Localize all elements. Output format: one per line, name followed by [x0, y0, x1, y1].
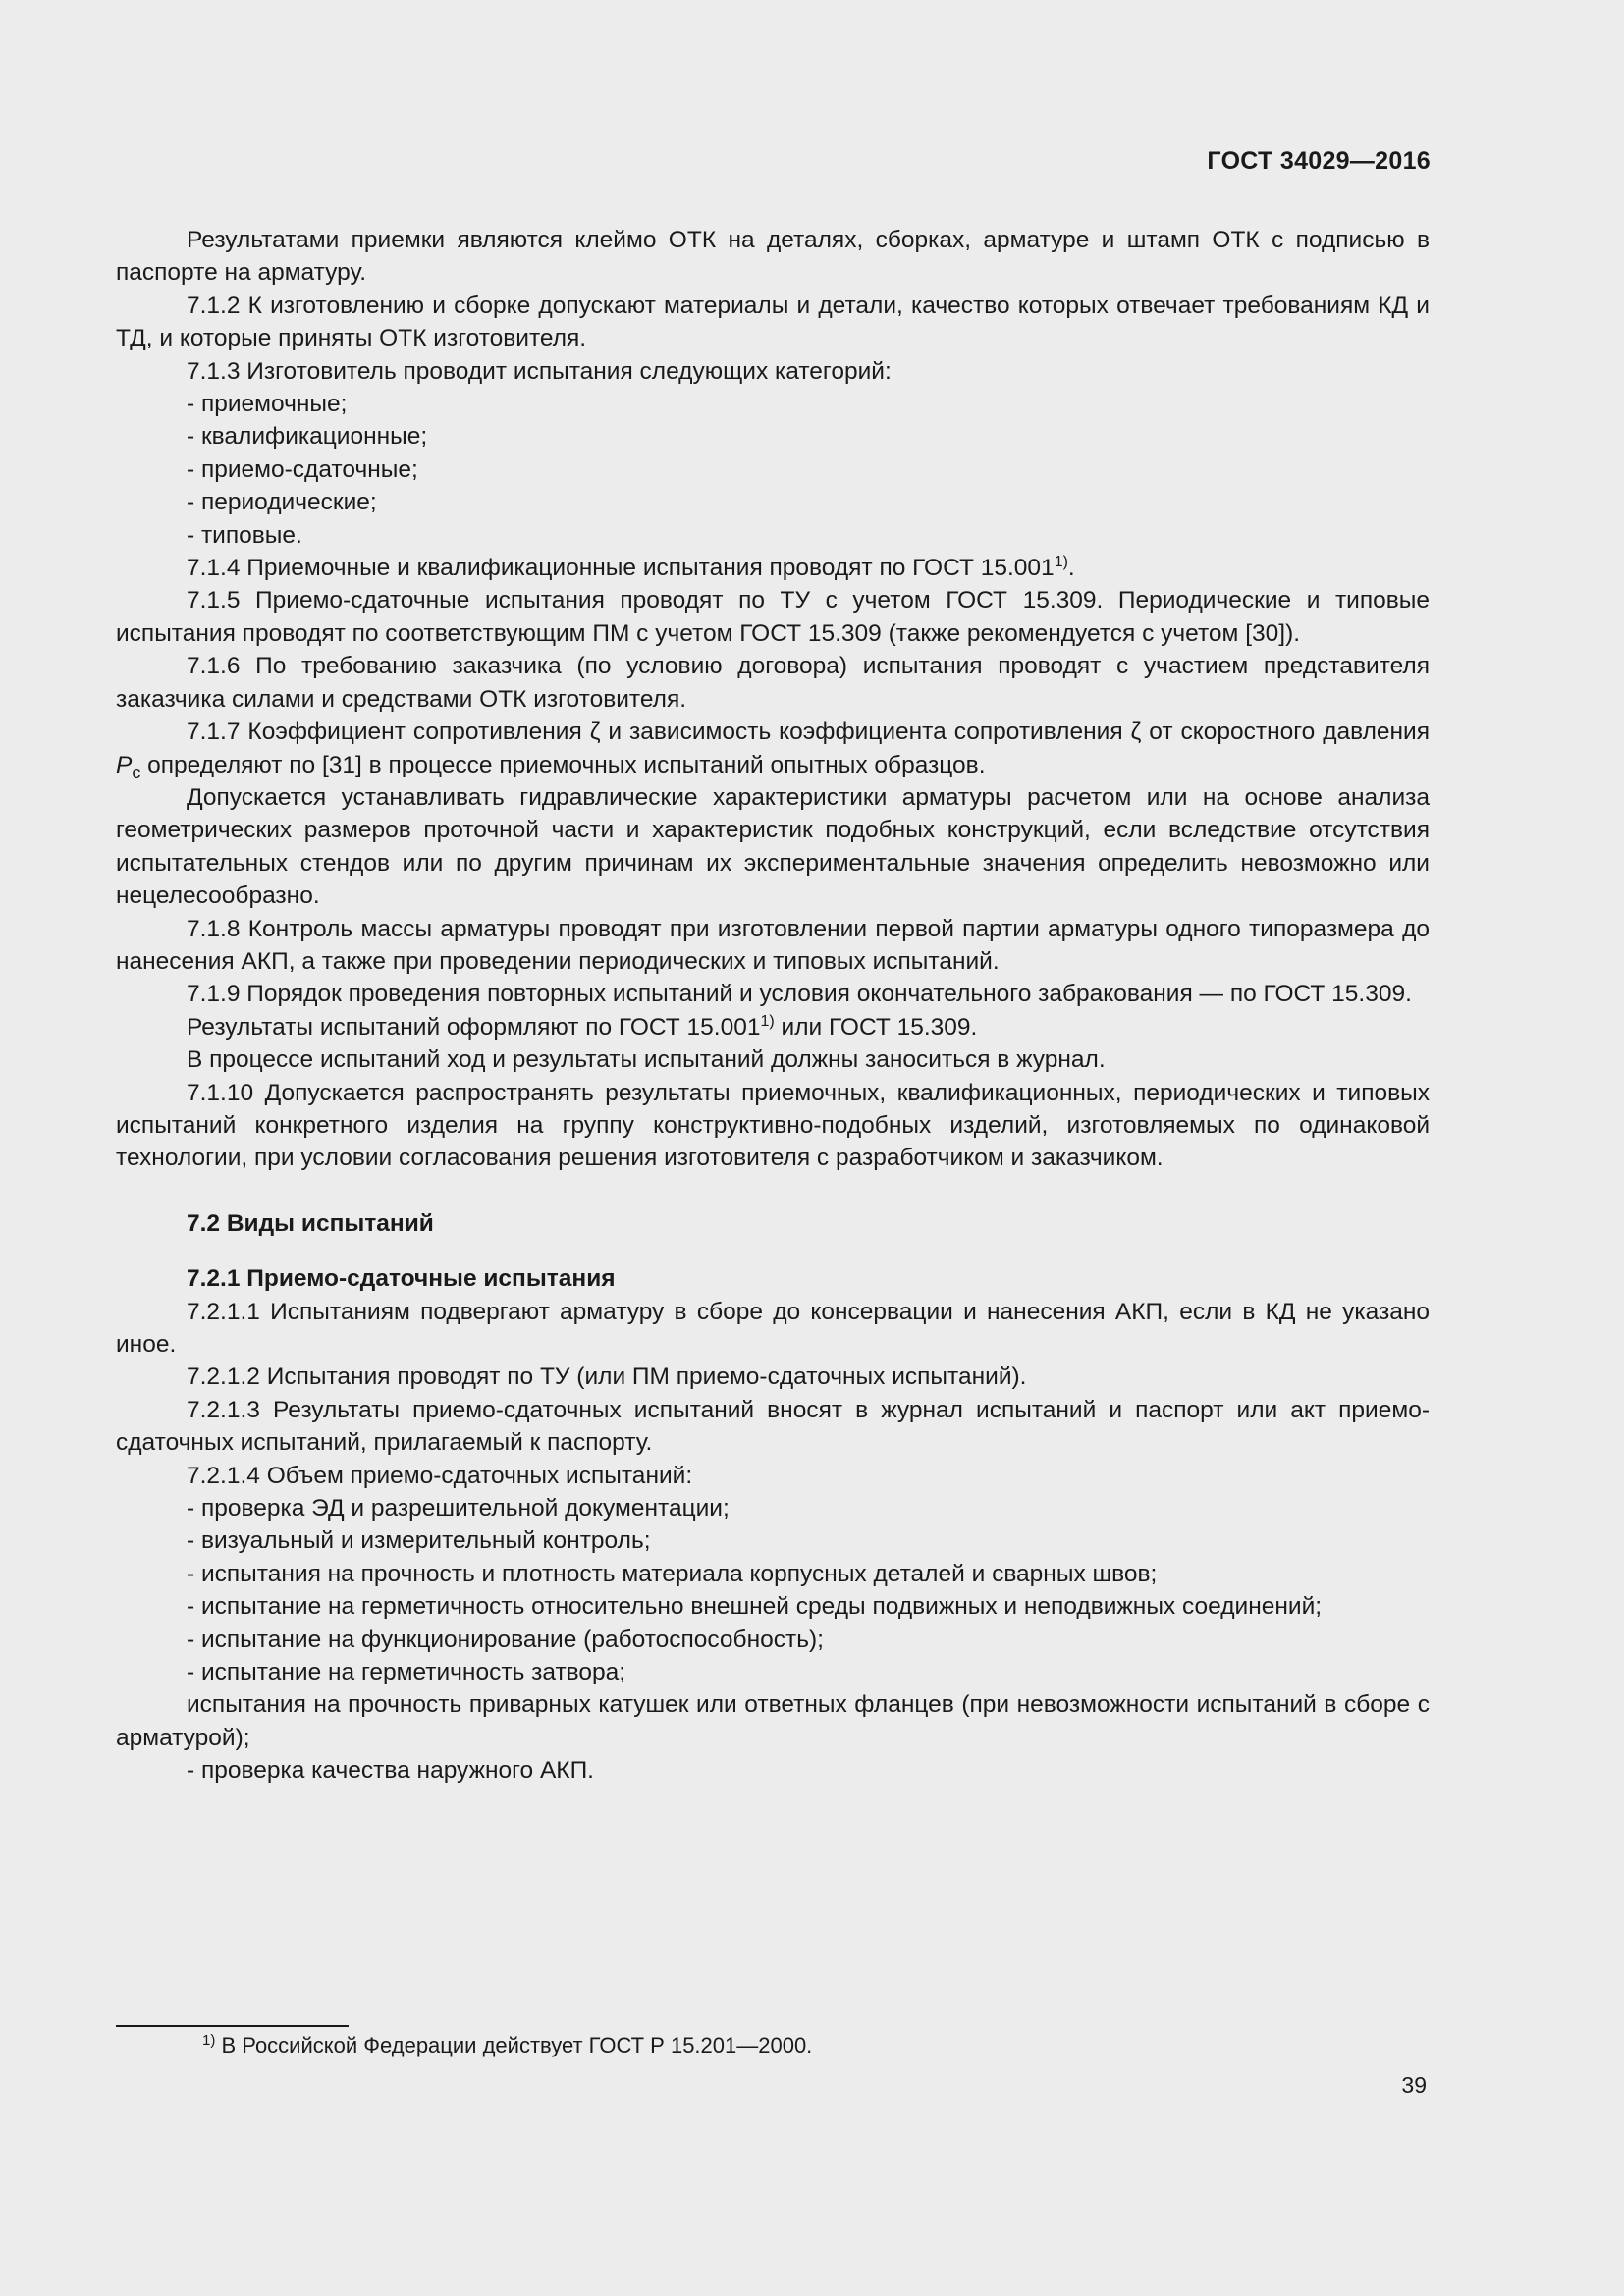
pressure-variable: P: [116, 751, 133, 778]
page-number: 39: [1401, 2072, 1427, 2098]
paragraph-7-1-4-text: 7.1.4 Приемочные и квалификационные испытания проводят по ГОСТ 15.001: [187, 555, 1055, 582]
list-item-acceptance: - приемочные;: [187, 391, 348, 418]
footnote-divider: [116, 2025, 349, 2027]
paragraph-results-text: Результаты испытаний оформляют по ГОСТ 15.001: [187, 1013, 761, 1041]
paragraph-7-2-1-3: 7.2.1.3 Результаты приемо-сдаточных испытаний вносят в журнал испытаний и паспорт или акт приемо-сдаточных испытаний, прилагаемый к паспорту.: [116, 1396, 1430, 1457]
paragraph-results-end: или ГОСТ 15.309.: [774, 1013, 978, 1041]
scope-item-flanges: испытания на прочность приварных катушек или ответных фланцев (при невозможности испытаний в сборе с арматурой);: [116, 1691, 1430, 1751]
spacer: [116, 1175, 1430, 1207]
paragraph-7-1-7: [116, 716, 1430, 781]
paragraph-7-2-1-2: 7.2.1.2 Испытания проводят по ТУ (или ПМ приемо-сдаточных испытаний).: [187, 1363, 1027, 1391]
spacer: [116, 1240, 1430, 1262]
paragraph-7-1-7-part-b: определяют по [31] в процессе приемочных испытаний опытных образцов.: [140, 751, 986, 778]
footnote: [202, 2031, 812, 2060]
scope-item-coating: - проверка качества наружного АКП.: [187, 1757, 594, 1785]
paragraph-7-1-5: 7.1.5 Приемо-сдаточные испытания проводят по ТУ с учетом ГОСТ 15.309. Периодические и типовые испытания проводят по соответствующим ПМ с учетом ГОСТ 15.309 (также рекомендуется с учетом [30]).: [116, 587, 1430, 647]
footnote-text: В Российской Федерации действует ГОСТ Р 15.201—2000.: [215, 2033, 813, 2057]
paragraph-7-1-6: 7.1.6 По требованию заказчика (по условию договора) испытания проводят с участием представителя заказчика силами и средствами ОТК изготовителя.: [116, 653, 1430, 713]
scope-item-gate-tightness: - испытание на герметичность затвора;: [187, 1659, 626, 1686]
footnote-ref: 1): [760, 1012, 775, 1030]
list-item-qualification: - квалификационные;: [187, 423, 428, 451]
list-item-periodic: - периодические;: [187, 489, 377, 516]
paragraph-7-1-8: 7.1.8 Контроль массы арматуры проводят при изготовлении первой партии арматуры одного типоразмера до нанесения АКП, а также при проведении периодических и типовых испытаний.: [116, 915, 1430, 975]
paragraph-7-1-7-part-a: 7.1.7 Коэффициент сопротивления ζ и зависимость коэффициента сопротивления ζ от скоростного давления: [187, 719, 1430, 746]
paragraph-7-1-4-end: .: [1067, 555, 1075, 582]
scope-item-tightness-external: - испытание на герметичность относительно внешней среды подвижных и неподвижных соединений;: [187, 1593, 1323, 1621]
paragraph-7-1-2: 7.1.2 К изготовлению и сборке допускают материалы и детали, качество которых отвечает требованиям КД и ТД, и которые приняты ОТК изготовителя.: [116, 292, 1430, 352]
paragraph-journal: В процессе испытаний ход и результаты испытаний должны заноситься в журнал.: [187, 1046, 1106, 1074]
section-heading-7-2: 7.2 Виды испытаний: [187, 1209, 434, 1237]
document-header: ГОСТ 34029—2016: [1207, 147, 1431, 175]
paragraph-7-1-7-continued: Допускается устанавливать гидравлические характеристики арматуры расчетом или на основе анализа геометрических размеров проточной части и характеристик подобных конструкций, если вследствие отсутствия испытательных стендов или по другим причинам их экспериментальные значения определить невозможно или нецелесообразно.: [116, 783, 1430, 910]
scope-item-strength: - испытания на прочность и плотность материала корпусных деталей и сварных швов;: [187, 1560, 1158, 1587]
scope-item-docs: - проверка ЭД и разрешительной документации;: [187, 1495, 730, 1522]
page-body: [116, 224, 1430, 1788]
paragraph-7-1-10: 7.1.10 Допускается распространять результаты приемочных, квалификационных, периодических и типовых испытаний конкретного изделия на группу конструктивно-подобных изделий, изготовляемых по одинаковой технологии, при условии согласования решения изготовителя с разработчиком и заказчиком.: [116, 1079, 1430, 1172]
scope-item-visual: - визуальный и измерительный контроль;: [187, 1527, 651, 1555]
paragraph-results-format: [116, 1011, 1430, 1043]
footnote-marker: 1): [202, 2032, 216, 2049]
paragraph-7-2-1-1: 7.2.1.1 Испытаниям подвергают арматуру в сборе до консервации и нанесения АКП, если в КД не указано иное.: [116, 1298, 1430, 1358]
pressure-subscript: c: [132, 762, 141, 782]
paragraph-7-1-3: 7.1.3 Изготовитель проводит испытания следующих категорий:: [187, 357, 892, 385]
paragraph-acceptance-results: Результатами приемки являются клеймо ОТК на деталях, сборках, арматуре и штамп ОТК с подписью в паспорте на арматуру.: [116, 227, 1430, 287]
scope-item-functioning: - испытание на функционирование (работоспособность);: [187, 1626, 824, 1653]
section-heading-7-2-1: 7.2.1 Приемо-сдаточные испытания: [187, 1265, 616, 1293]
paragraph-7-2-1-4: 7.2.1.4 Объем приемо-сдаточных испытаний:: [187, 1462, 693, 1489]
paragraph-7-1-4: [116, 552, 1430, 584]
footnote-ref: 1): [1054, 554, 1068, 571]
list-item-delivery: - приемо-сдаточные;: [187, 455, 418, 483]
list-item-type: - типовые.: [187, 521, 302, 549]
paragraph-7-1-9: 7.1.9 Порядок проведения повторных испытаний и условия окончательного забракования — по ГОСТ 15.309.: [187, 981, 1412, 1008]
